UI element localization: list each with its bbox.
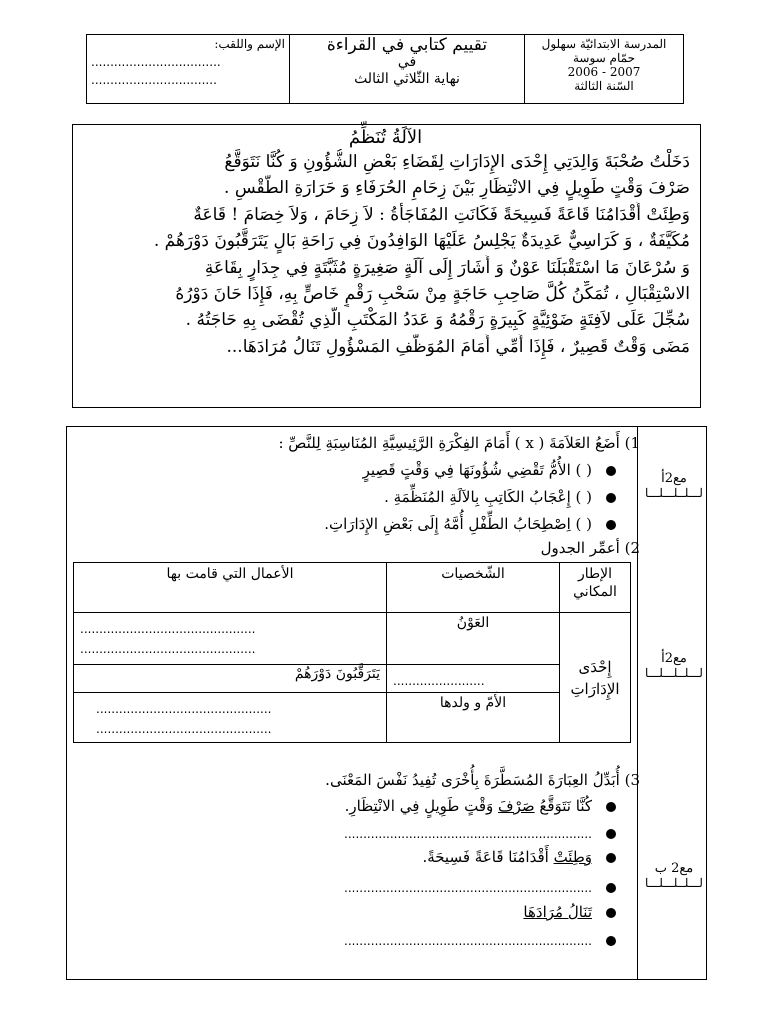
student-name-label: الإسم واللقب:	[214, 37, 285, 51]
exam-title-line3: نهاية الثّلاثي الثالث	[354, 71, 460, 87]
q2-prompt: 2) أعمِّر الجدول	[540, 539, 640, 557]
q3-answer-1-field[interactable]: .................................................................	[344, 827, 592, 841]
char-cell-1: العَوْنُ	[387, 613, 560, 665]
q3-item-3-underlined: تَنَالُ مُرَادَهَا	[523, 903, 592, 921]
q1-option-2[interactable]	[280, 488, 616, 506]
q3-item-2	[340, 848, 616, 866]
text-line: دَخَلْتُ صُحْبَةَ وَالِدَتِي إِحْدَى الإِدَارَاتِ لِقَضَاءِ بَعْضِ الشُّؤُونِ وَ كُنَّا نَتَوَقَّعُ	[224, 152, 690, 172]
q1-option-3[interactable]	[240, 515, 616, 533]
criteria-divider	[637, 427, 638, 979]
exam-title	[290, 35, 525, 104]
char-cell-3: الأَمّ و ولدها	[387, 693, 560, 743]
q3-answer-2-field[interactable]: .................................................................	[344, 881, 592, 895]
char-cell-2[interactable]	[387, 665, 560, 693]
school-year: 2007 - 2006	[567, 65, 641, 79]
criterion-1-label: مع2أ	[661, 471, 687, 486]
school-info	[525, 35, 684, 104]
char-2-field[interactable]: ........................	[393, 674, 485, 688]
action-3-line-2[interactable]: ..............................................	[96, 722, 272, 736]
q3-item-1-post: وَقْتٍ طَوِيلٍ فِي الانْتِظَارِ.	[344, 797, 499, 815]
q3-item-1	[280, 797, 616, 815]
text-line: صَرْفَ وَقْتٍ طَوِيلٍ فِي الانْتِظَارِ بَيْنَ زِحَامِ الحُرَفَاءِ وَ حَرَارَةِ الطَّقْسِ .	[224, 178, 690, 199]
q1-prompt: 1) أَضَعُ العَلاَمَةَ ( x ) أَمَامَ الفِكْرَةِ الرَّئِيسِيَّةِ المُنَاسِبَةِ لِلنَّصِّ :	[278, 434, 640, 452]
bullet-icon	[606, 883, 616, 893]
text-title: الآلَةُ تُنَظِّمُ	[348, 127, 423, 148]
q1-option-1-text: ( ) الأُمُّ تَقْضِي شُؤُونَهَا فِي وَقْتٍ قَصِيرٍ	[362, 461, 592, 479]
q1-option-2-text: ( ) إِعْجَابُ الكَاتِبِ بِالآلَةِ المُنَظِّمَةِ .	[384, 488, 592, 506]
criterion-2-label: مع2أ	[661, 651, 687, 666]
bullet-icon	[606, 520, 616, 530]
criterion-2-boxes[interactable]: لـــلــلـــلـــا	[645, 666, 703, 680]
header-table	[86, 34, 684, 104]
bullet-icon	[606, 936, 616, 946]
bullet-icon	[606, 853, 616, 863]
q3-answer-3-field[interactable]: .................................................................	[344, 934, 592, 948]
exam-title-line1: تقييم كتابي في القراءة	[326, 35, 488, 55]
exam-title-line2: في	[397, 54, 417, 70]
q2-table	[73, 562, 631, 743]
criterion-3-boxes[interactable]: لـــلــلـــلـــا	[645, 876, 703, 890]
q3-answer-1[interactable]	[220, 824, 616, 843]
q3-item-2-underlined: وَطِئَتْ	[553, 848, 592, 866]
q3-item-1-pre: كُنَّا نَتَوَقَّعُ	[534, 797, 592, 815]
action-cell-3[interactable]	[74, 693, 387, 743]
student-name-field-2[interactable]: .................................	[91, 73, 217, 87]
reading-text-box	[72, 124, 701, 408]
col-header-place: الإطار المكاني	[560, 563, 631, 613]
q3-item-2-post: أَقْدَامُنَا قَاعَةً فَسِيحَةً.	[422, 848, 554, 866]
text-line: وَطِئَتْ أَقْدَامُنَا قَاعَةً فَسِيحَةً فَكَانَتِ المُفَاجَأَةُ : لاَ زِحَامَ ، وَلاَ خِصَامَ ! قَاعَةٌ	[193, 204, 690, 225]
text-line: الاسْتِقْبَالِ ، تُمَكِّنُ كُلَّ صَاحِبِ حَاجَةٍ مِنْ سَحْبِ رَقْمٍ خَاصٍّ بِهِ، فَإِذَا حَانَ دَوْرُهُ	[175, 284, 690, 305]
q3-item-3	[420, 903, 616, 921]
bullet-icon	[606, 493, 616, 503]
q1-option-3-text: ( ) اِصْطِحَابُ الطِّفْلِ أُمَّهُ إِلَى بَعْضِ الإِدَارَاتِ.	[324, 515, 592, 533]
action-3-line-1[interactable]: ..............................................	[96, 702, 272, 716]
action-cell-2: يَتَرَقَّبُونَ دَوْرَهُمْ	[74, 665, 387, 693]
q3-answer-3[interactable]	[220, 931, 616, 950]
text-line: مَضَى وَقْتٌ قَصِيرٌ ، فَإِذَا أُمِّي أَمَامَ المُوَظَّفِ المَسْؤُولِ تَنَالُ مُرَادَهَا...	[226, 336, 690, 357]
criterion-3	[645, 861, 703, 891]
student-name-field-1[interactable]: ..................................	[91, 55, 221, 69]
bullet-icon	[606, 802, 616, 812]
bullet-icon	[606, 829, 616, 839]
place-cell: إِحْدَى الإِدَارَاتِ	[560, 613, 631, 743]
bullet-icon	[606, 908, 616, 918]
school-city: حمّام سوسة	[573, 51, 635, 65]
action-1-line-2[interactable]: ..............................................	[80, 642, 256, 656]
q3-answer-2[interactable]	[220, 878, 616, 897]
text-line: سُجِّلَ عَلَى لاَفِتَةٍ ضَوْئِيَّةٍ كَبِيرَةٍ رَقْمُهُ وَ عَدَدُ المَكْتَبِ الَّذِي تُقْضَى بِهِ حَاجَتُهُ .	[185, 310, 690, 331]
q1-option-1[interactable]	[280, 461, 616, 479]
action-cell-1[interactable]	[74, 613, 387, 665]
q3-prompt: 3) أُبَدِّلُ العِبَارَةَ المُسَطَّرَةَ بِأُخْرَى تُفِيدُ نَفْسَ المَعْنَى.	[325, 771, 640, 789]
student-name-cell	[87, 35, 290, 104]
text-line: وَ سُرْعَانَ مَا اسْتَقْبَلَنَا عَوْنٌ وَ أَشَارَ إِلَى آلَةٍ صَغِيرَةٍ مُثَبَّتَةٍ فِي جِدَارٍ بِقَاعَةِ	[204, 257, 690, 278]
criterion-3-label: مع2 ب	[654, 861, 694, 876]
school-grade: السّنة الثالثة	[574, 79, 634, 93]
text-line: مُكَيَّفَةٌ ، وَ كَرَاسِيٌّ عَدِيدَةٌ يَجْلِسُ عَلَيْهَا الوَافِدُونَ فِي رَاحَةِ بَالٍ يَتَرَقَّبُونَ دَوْرَهُمْ .	[153, 231, 690, 252]
col-header-characters: الشّخصيات	[387, 563, 560, 613]
criterion-1	[645, 471, 703, 501]
col-header-actions: الأعمال التي قامت بها	[74, 563, 387, 613]
school-name: المدرسة الابتدائيّة سهلول	[541, 37, 667, 51]
criterion-1-boxes[interactable]: لـــلــلـــلـــا	[645, 486, 703, 500]
bullet-icon	[606, 466, 616, 476]
action-1-line-1[interactable]: ..............................................	[80, 622, 256, 636]
q3-item-1-underlined: صَرْفَ	[498, 797, 535, 815]
criterion-2	[645, 651, 703, 681]
